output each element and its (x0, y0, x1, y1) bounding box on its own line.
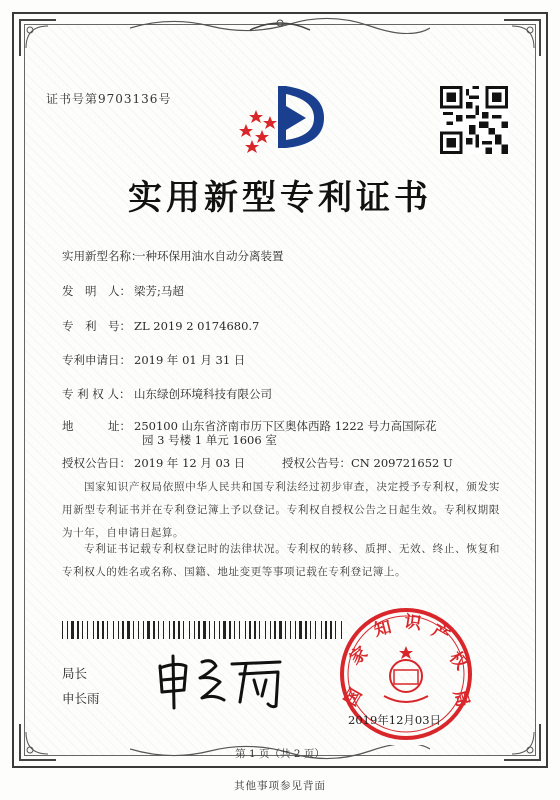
inventor-row (62, 283, 184, 299)
field-label: 专 利 权 人： (62, 387, 131, 401)
utility-name-value: 一种环保用油水自动分离装置 (134, 249, 284, 263)
corner-ornament-icon (18, 18, 58, 58)
field-label: 地 址： (62, 419, 131, 433)
seal-date: 2019年12月03日 (348, 713, 442, 727)
patent-number-value: ZL 2019 2 0174680.7 (134, 319, 260, 333)
corner-ornament-icon (502, 18, 542, 58)
svg-text:国: 国 (340, 685, 367, 710)
address-line-1: 250100 山东省济南市历下区奥体西路 1222 号力高国际花 (134, 419, 437, 433)
field-label: 授权公告号： (282, 456, 351, 470)
filing-date-row (62, 352, 245, 368)
inventor-value: 梁芳;马超 (134, 284, 184, 298)
barcode-icon (62, 621, 342, 639)
patentee-value: 山东绿创环境科技有限公司 (134, 387, 272, 401)
publication-date-value: 2019 年 12 月 03 日 (134, 456, 246, 470)
field-label: 专利申请日： (62, 353, 131, 367)
publication-number-row (282, 455, 453, 471)
svg-text:局: 局 (448, 687, 473, 710)
signatory-name: 申长雨 (62, 691, 100, 706)
certificate-number: 证书号第9703136号 (46, 92, 172, 106)
footer-note: 其他事项参见背面 (234, 780, 326, 792)
field-label: 实用新型名称： (62, 249, 143, 263)
svg-text:识: 识 (402, 611, 423, 635)
svg-text:知: 知 (372, 617, 394, 641)
legal-status-paragraph: 专利证书记载专利权登记时的法律状况。专利权的转移、质押、无效、终止、恢复和专利权人的姓名或名称、国籍、地址变更等事项记载在专利登记簿上。 (62, 543, 500, 578)
svg-text:家: 家 (346, 642, 372, 670)
field-label: 授权公告日： (62, 456, 131, 470)
publication-number-value: CN 209721652 U (351, 456, 453, 470)
patentee-row (62, 386, 272, 402)
field-label: 发 明 人： (62, 284, 131, 298)
page-indicator: 第 1 页（共 2 页） (235, 748, 325, 760)
address-line-2: 园 3 号楼 1 单元 1606 室 (142, 433, 277, 447)
cnipa-logo-icon (232, 78, 332, 156)
certificate-title: 实用新型专利证书 (128, 178, 432, 218)
patent-number-row (62, 318, 259, 334)
publication-date-row (62, 455, 245, 471)
handwritten-signature-icon (150, 652, 290, 712)
filing-date-value: 2019 年 01 月 31 日 (134, 353, 246, 367)
qr-code-icon (440, 86, 508, 154)
utility-name-row (62, 248, 284, 264)
svg-text:产: 产 (428, 620, 453, 647)
svg-text:权: 权 (444, 648, 472, 674)
top-scroll-ornament-icon (130, 14, 430, 34)
grant-paragraph: 国家知识产权局依照中华人民共和国专利法经过初步审查，决定授予专利权，颁发实用新型专利证书并在专利登记簿上予以登记。专利权自授权公告之日起生效。专利权期限为十年，自申请日起算。 (62, 481, 500, 539)
signatory-title: 局长 (62, 666, 88, 681)
field-label: 专 利 号： (62, 319, 131, 333)
